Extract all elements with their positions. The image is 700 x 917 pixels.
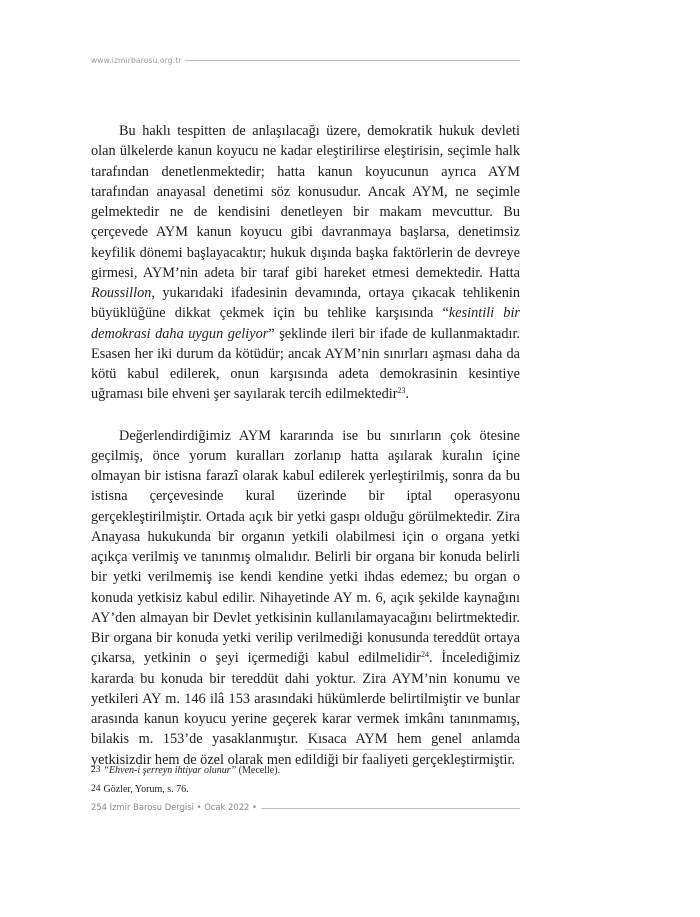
paragraph-2 [91,426,520,770]
footnote-separator [305,749,520,750]
paragraph-1 [91,121,520,405]
footnote-number: 24 [91,784,101,794]
quote-italic: kesintili bir demokrasi daha uygun geliyor [91,305,520,342]
paragraph-1-text-d: . [405,386,410,403]
paragraph-1-text-b: , yukarıdaki ifadesinin devamında, ortaya çıkacak tehlikenin büyüklüğüne dikkat çekmek için bu tehlike karşısında “ [91,285,520,322]
footer-text: 254 İzmir Barosu Dergisi • Ocak 2022 • [91,802,257,812]
header-rule [185,60,521,61]
header-url: www.izmirbarosu.org.tr [91,55,182,65]
paragraph-2-text-a: Değerlendirdiğimiz AYM kararında ise bu sınırların çok ötesine geçilmiş, önce yorum kuralları zorlanıp hatta aşılarak kuralın içine olmayan bir istisna farazî olarak kabul edilerek yerleştirilmiş, sonra da bu istisna çerçevesinde kural üzerinde bir iptal operasyonu gerçekleştirilmiştir. Ortada açık bir yetki gaspı olduğu görülmektedir. Zira Anayasa hukukunda bir organın yetkili olabilmesi için o organa yetki açıkça verilmiş ve tanınmış olmalıdır. Belirli bir organa bir konuda belirli bir yetki verilmemiş ise kendi kendine yetki ihdas edemez; bu organ o konuda yetkisiz kabul edilir. Nihayetinde AY m. 6, açık şekilde kaynağını AY’den almayan bir Devlet yetkisinin kullanılamayacağını belirtmektedir. Bir organa bir konuda yetki verilip verilmediği konusunda tereddüt ortaya çıkarsa, yetkinin o şeyi içermediği kabul edilmelidir [91,427,520,667]
footnote-ref-24[interactable]: 24 [420,650,429,660]
footer-rule [261,808,520,809]
paragraph-1-text-a: Bu haklı tespitten de anlaşılacağı üzere, demokratik hukuk devleti olan ülkelerde kanun koyucu ne kadar eleştirilirse eleştirisin, seçimle halk tarafından denetlenmektedir; hatta kanun koyucunun ayrıca AYM tarafından anayasal denetimi söz konusudur. Ancak AYM, ne seçimle gelmektedir ne de kendisini denetleyen bir makam mevcuttur. Bu çerçevede AYM kanun koyucu gibi davranmaya başlarsa, denetimsiz keyfilik dönemi başlayacaktır; hukuk dışında başka faktörlerin de devreye girmesi, AYM’nin adeta bir taraf gibi hareket etmesi demektedir. Hatta [91,123,520,281]
footnote-24 [91,783,520,796]
page-header [91,53,520,67]
author-name-italic: Roussillon [91,285,152,301]
footnote-italic: “Ehven-i şerreyn ihtiyar olunur” [103,765,237,776]
paragraph-1-text-c: ” şeklinde ileri bir ifade de kullanmaktadır. Esasen her iki durum da kötüdür; ancak AYM’nin sınırları aşması daha da kötü kabul edilerek, onun karşısında adeta demokrasinin kesintiye uğraması bile ehveni şer sayılarak tercih edilmektedir [91,325,520,403]
footnote-ref-23[interactable]: 23 [397,386,406,396]
page-footer [91,800,520,814]
paragraph-2-text-b: . İncelediğimiz kararda bu konuda bir tereddüt dahi yoktur. Zira AYM’nin konumu ve yetkileri AY m. 146 ilâ 153 arasındaki hükümlerde belirtilmiştir ve bunlar arasında kanun koyucu yerine geçerek karar vermek imkânı tanınmamış, bilakis m. 153’de yasaklanmıştır. Kısaca AYM hem genel anlamda yetkisizdir hem de özel olarak men edildiği bir faaliyeti gerçekleştirmiştir. [91,650,520,768]
footnote-number: 23 [91,765,101,775]
body-text [91,121,520,770]
footnote-text: Gözler, Yorum, s. 76. [103,784,189,795]
footnote-text: (Mecelle). [236,765,281,776]
footnote-23 [91,764,520,777]
